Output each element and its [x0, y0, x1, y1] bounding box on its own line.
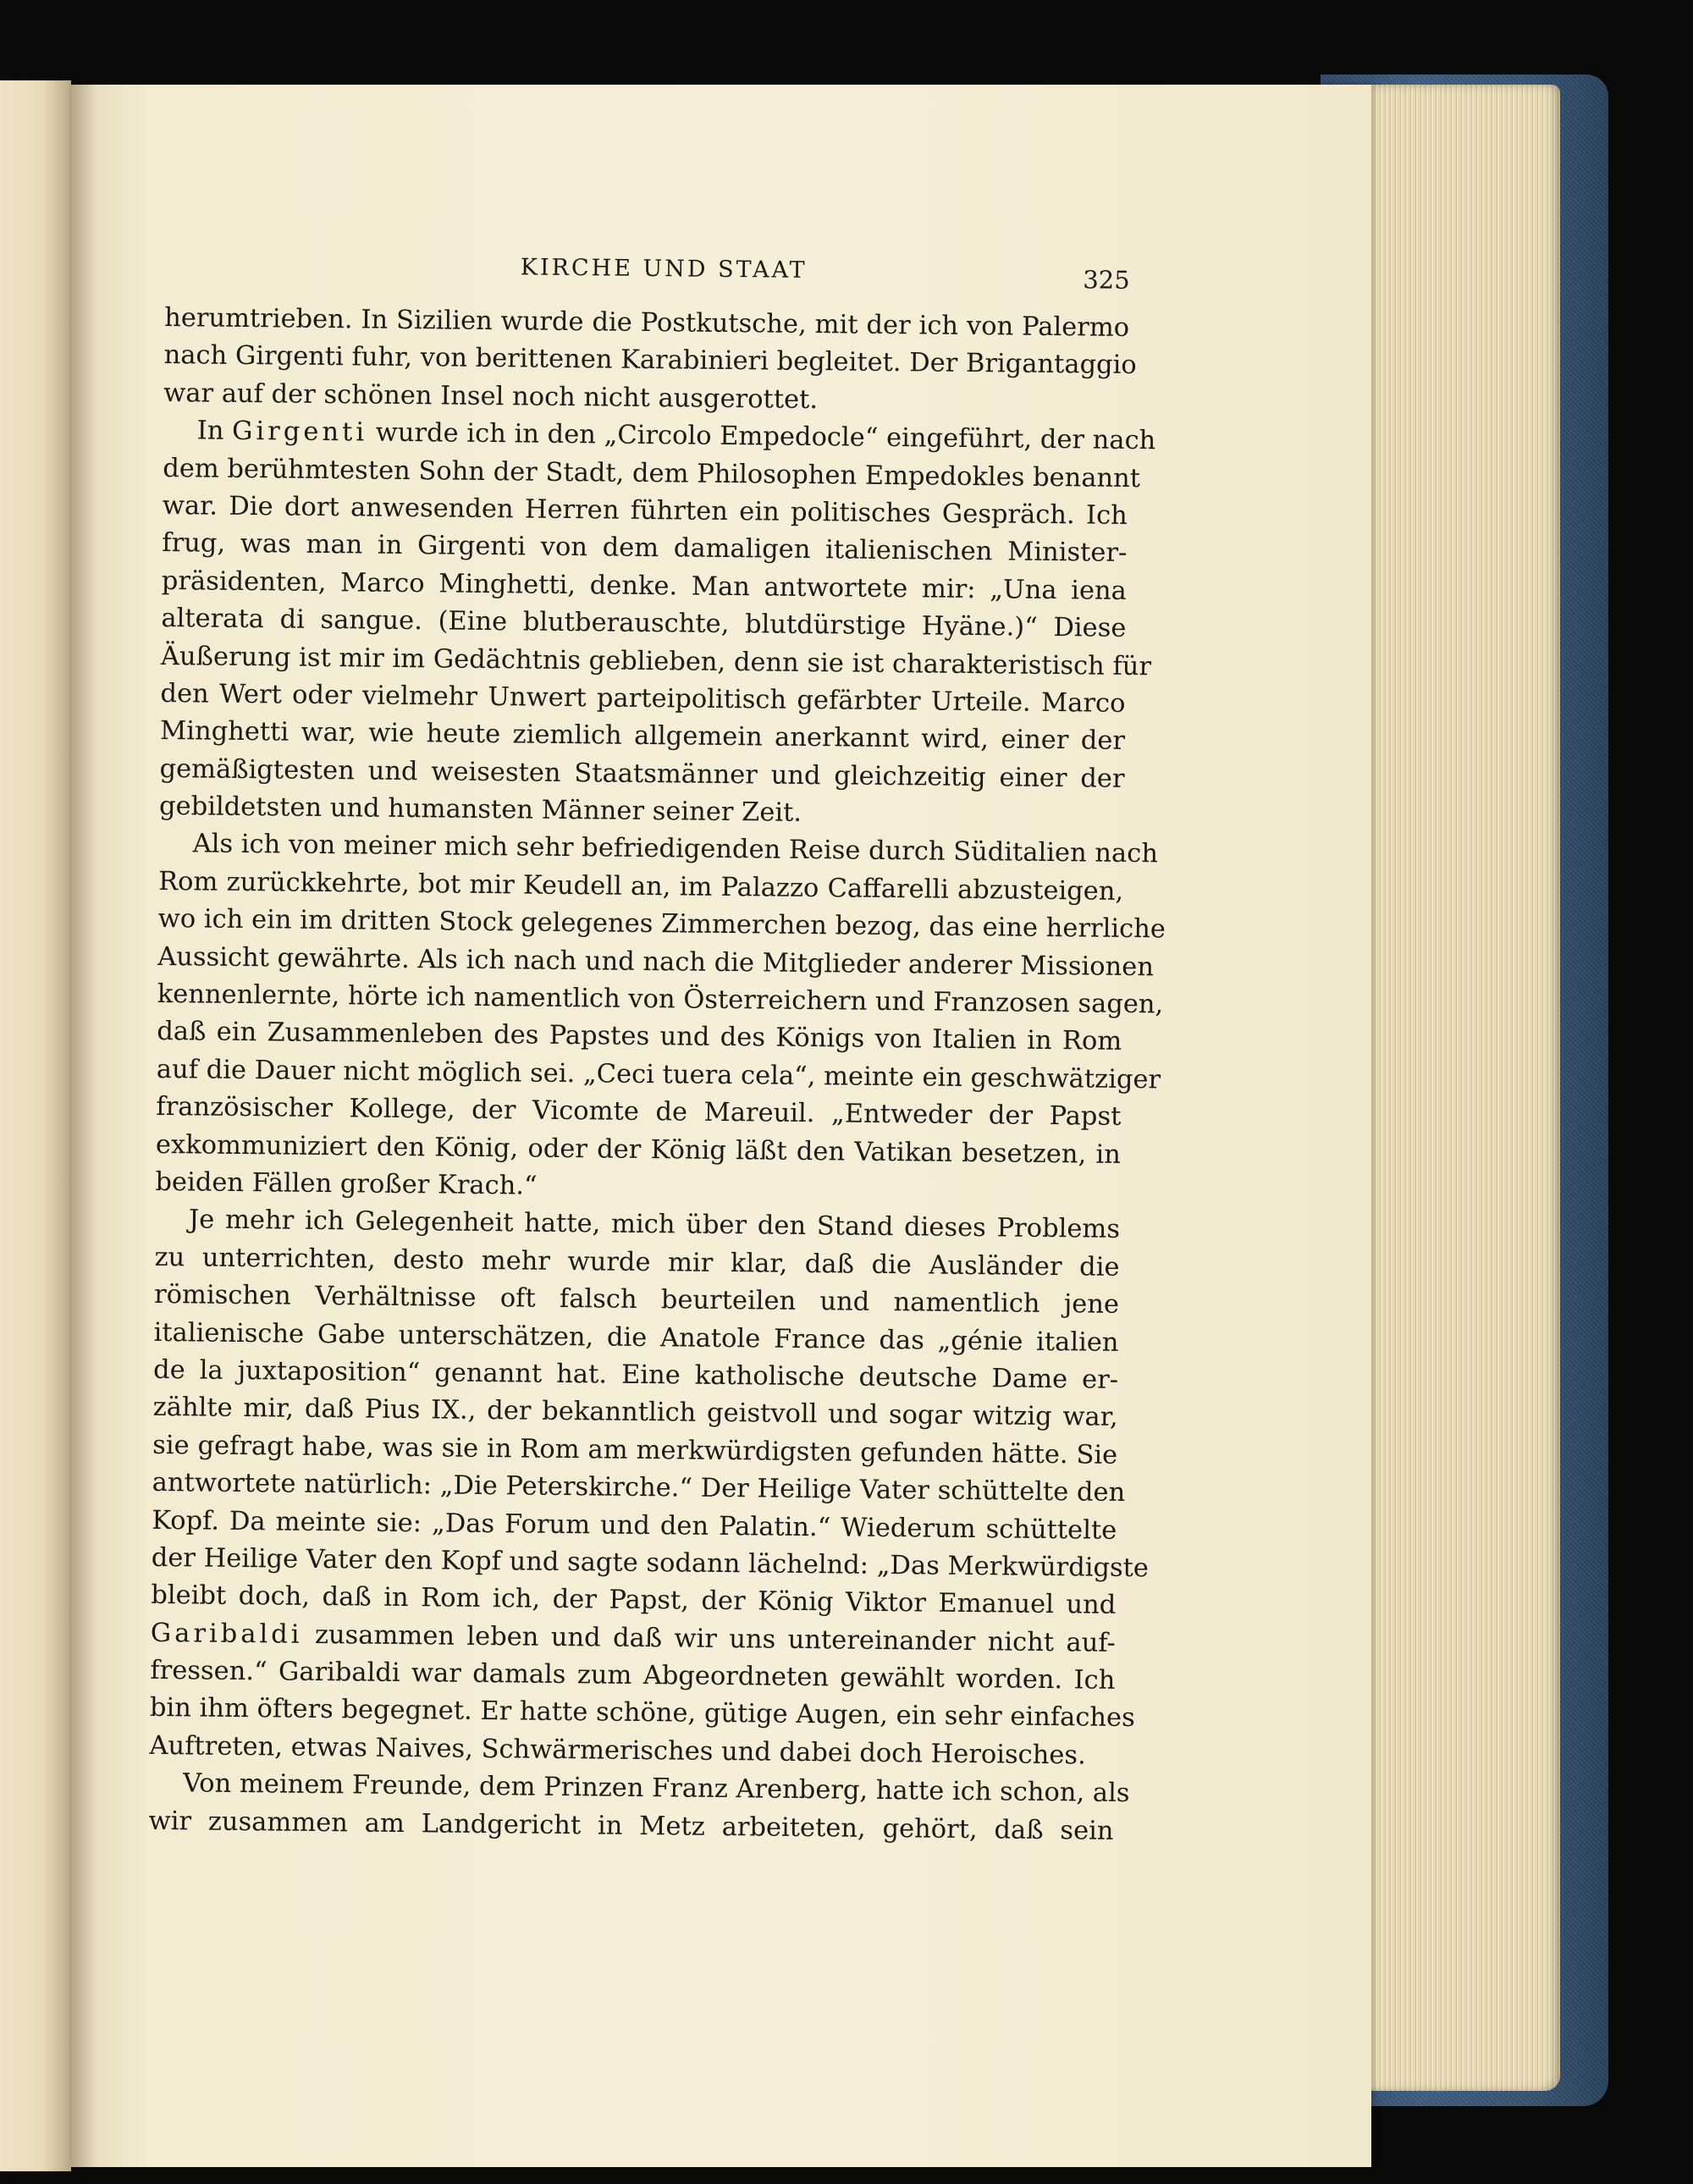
text-line: italienische Gabe unterschätzen, die Anatole France das „génie italien: [153, 1317, 1119, 1358]
text-line: bin ihm öfters begegnet. Er hatte schöne, gütige Augen, ein sehr einfaches: [149, 1693, 1135, 1734]
text-line: gebildetsten und humansten Männer seiner Zeit.: [158, 791, 802, 828]
text-line: war auf der schönen Insel noch nicht ausgerottet.: [163, 378, 819, 415]
text-line: römischen Verhältnisse oft falsch beurteilen und namentlich jene: [153, 1280, 1120, 1321]
spaced-name: Garibaldi: [150, 1618, 303, 1650]
text-line: alterata di sangue. (Eine blutberauschte, blutdürstige Hyäne.)“ Diese: [161, 604, 1127, 644]
text-line: Äußerung ist mir im Gedächtnis geblieben, denn sie ist charakteristisch für: [160, 641, 1152, 681]
text-line: de la juxtaposition“ genannt hat. Eine katholische deutsche Dame er-: [152, 1354, 1119, 1395]
text-line: Minghetti war, wie heute ziemlich allgemein anerkannt wird, einer der: [159, 716, 1126, 757]
text-line: dem berühmtesten Sohn der Stadt, dem Philosophen Empedokles benannt: [163, 453, 1141, 494]
text-line: exkommuniziert den König, oder der König läßt den Vatikan besetzen, in: [155, 1129, 1122, 1170]
page-edges: [1342, 85, 1560, 2091]
body-text: [148, 300, 1166, 1850]
text-line: frug, was man in Girgenti von dem damaligen italienischen Minister-: [162, 528, 1128, 569]
text-line: herumtrieben. In Sizilien wurde die Postkutsche, mit der ich von Palermo: [163, 302, 1130, 343]
text-line: französischer Kollege, der Vicomte de Mareuil. „Entweder der Papst: [156, 1092, 1122, 1133]
spaced-name: Girgenti: [231, 416, 368, 448]
text-line: zu unterrichten, desto mehr wurde mir klar, daß die Ausländer die: [154, 1242, 1120, 1282]
text-line: Aussicht gewährte. Als ich nach und nach die Mitglieder anderer Missionen: [157, 941, 1155, 982]
page-gutter-shadow: [71, 85, 97, 2167]
text-line: bleibt doch, daß in Rom ich, der Papst, der König Viktor Emanuel und: [151, 1580, 1117, 1621]
text-line: Auftreten, etwas Naives, Schwärmerisches und dabei doch Heroisches.: [149, 1730, 1086, 1771]
text-line: Als ich von meiner mich sehr befriedigenden Reise durch Süditalien nach: [192, 829, 1159, 869]
running-head: [164, 251, 1130, 310]
text-line: antwortete natürlich: „Die Peterskirche.“ Der Heilige Vater schüttelte den: [152, 1468, 1126, 1508]
page-text-block: [148, 251, 1166, 1850]
text-line: zählte mir, daß Pius IX., der bekanntlich geistvoll und sogar witzig war,: [152, 1393, 1118, 1433]
text-line: auf die Dauer nicht möglich sei. „Ceci tuera cela“, meinte ein geschwätziger: [156, 1054, 1161, 1095]
text-line: Je mehr ich Gelegenheit hatte, mich über den Stand dieses Problems: [188, 1205, 1121, 1245]
text-line: Von meinem Freunde, dem Prinzen Franz Arenberg, hatte ich schon, als: [182, 1768, 1130, 1809]
running-title: KIRCHE UND STAAT: [520, 254, 808, 284]
text-line: präsidenten, Marco Minghetti, denke. Man antwortete mir: „Una iena: [161, 565, 1128, 606]
text-segment: In: [196, 416, 233, 447]
page-number: 325: [1083, 265, 1130, 295]
text-line: den Wert oder vielmehr Unwert parteipolitisch gefärbter Urteile. Marco: [160, 678, 1126, 719]
text-line: fressen.“ Garibaldi war damals zum Abgeordneten gewählt worden. Ich: [150, 1655, 1116, 1696]
text-line: Rom zurückkehrte, bot mir Keudell an, im Palazzo Caffarelli abzusteigen,: [158, 866, 1124, 907]
text-line: nach Girgenti fuhr, von berittenen Karabinieri begleitet. Der Brigantaggio: [163, 340, 1137, 381]
text-line: der Heilige Vater den Kopf und sagte sodann lächelnd: „Das Merkwürdigste: [151, 1542, 1150, 1584]
text-line: kennenlernte, hörte ich namentlich von Österreichern und Franzosen sagen,: [157, 979, 1164, 1020]
text-segment: wurde ich in den „Circolo Empedocle“ eingeführt, der nach: [367, 417, 1156, 456]
text-line: war. Die dort anwesenden Herren führten ein politisches Gespräch. Ich: [162, 490, 1128, 531]
text-segment: zusammen leben und daß wir uns untereinander nicht auf-: [302, 1619, 1117, 1658]
text-line: gemäßigtesten und weisesten Staatsmänner und gleichzeitig einer der: [159, 753, 1125, 794]
text-line: wo ich ein im dritten Stock gelegenes Zimmerchen bezog, das eine herrliche: [157, 904, 1166, 945]
text-line: sie gefragt habe, was sie in Rom am merkwürdigsten gefunden hätte. Sie: [152, 1430, 1118, 1470]
text-line: wir zusammen am Landgericht in Metz arbeiteten, gehört, daß sein: [148, 1806, 1114, 1846]
text-line: Kopf. Da meinte sie: „Das Forum und den Palatin.“ Wiederum schüttelte: [152, 1505, 1117, 1546]
text-line: daß ein Zusammenleben des Papstes und des Königs von Italien in Rom: [157, 1017, 1122, 1057]
text-line: beiden Fällen großer Krach.“: [155, 1166, 538, 1201]
left-page-edge: [0, 80, 71, 2171]
